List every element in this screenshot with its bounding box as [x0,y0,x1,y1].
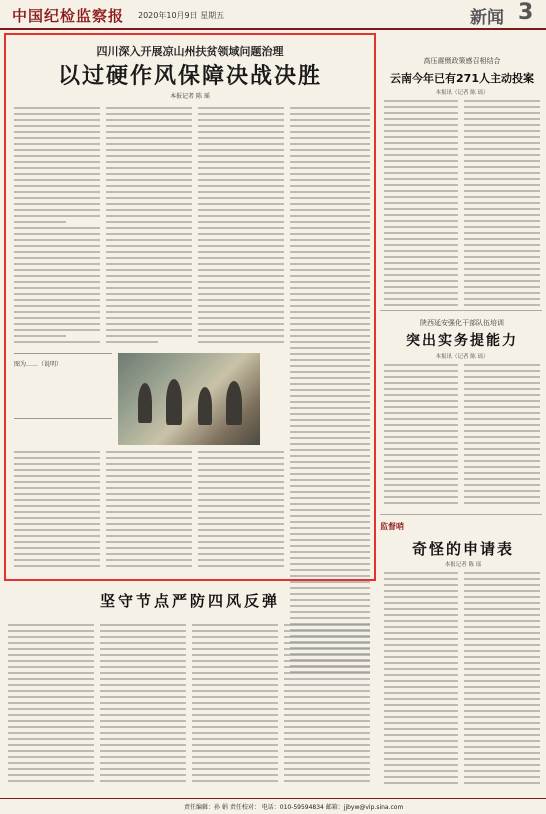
right-article-2-column-2 [464,364,540,508]
right-article-1-byline: 本报讯（记者 陈 瑶） [435,90,489,96]
photo-figure [198,387,212,425]
page-footer [0,798,546,814]
issue-date: 2020年10月9日 星期五 [138,11,225,20]
right-article-2-column-1 [384,364,458,508]
right-article-1-subtitle: 高压震慑政策感召相结合 [423,57,501,65]
section-divider [380,514,542,515]
main-article-column-3-lower [198,451,284,571]
bottom-article-column-3 [192,624,278,786]
section-divider [380,310,542,311]
main-article-title: 以过硬作风保障决战决胜 [57,63,322,89]
photo-figure [166,379,182,425]
main-article [4,33,376,581]
watch-article-title: 奇怪的申请表 [411,540,514,558]
right-article-1-column-2 [464,100,540,310]
main-article-subtitle: 四川深入开展凉山州扶贫领域问题治理 [96,45,284,58]
right-article-2-byline: 本报讯（记者 陈 瑶） [435,354,489,360]
right-article-2-subtitle: 陕西延安强化干部队伍培训 [420,319,504,327]
main-article-column-2-lower [106,451,192,571]
main-article-column-3 [198,107,284,347]
right-article-2-title: 突出实务提能力 [406,333,518,349]
page-number: 3 [518,0,534,25]
watch-article-byline: 本报记者 陈 瑶 [444,562,482,568]
right-article-1-column-1 [384,100,458,310]
main-article-column-1 [14,107,100,347]
column-label-watch: 监督哨 [380,522,404,531]
newspaper-name: 中国纪检监察报 [12,7,125,25]
bottom-article-column-4 [284,624,370,786]
photo-figure [138,383,152,423]
footer-editor-info: 责任编辑：孙 娟 责任校对： 电话：010-59594834 邮箱：jjbyw@vip.sina.com [184,804,404,811]
photo-figure [226,381,242,425]
photo-caption: 图为……（说明） [14,361,63,368]
right-article-1-title: 云南今年已有271人主动投案 [390,72,534,85]
bottom-article-title: 坚守节点严防四风反弹 [99,592,280,610]
main-article-column-2 [106,107,192,347]
photo-caption-box [14,353,112,419]
section-name: 新闻 [470,8,504,28]
watch-article-column-2 [464,572,540,788]
article-photo [118,353,260,445]
masthead [0,0,546,30]
bottom-article-column-2 [100,624,186,786]
main-article-byline: 本报记者 陈 瑶 [170,93,210,100]
bottom-article-column-1 [8,624,94,786]
watch-article-column-1 [384,572,458,788]
main-article-column-1-lower [14,451,100,571]
